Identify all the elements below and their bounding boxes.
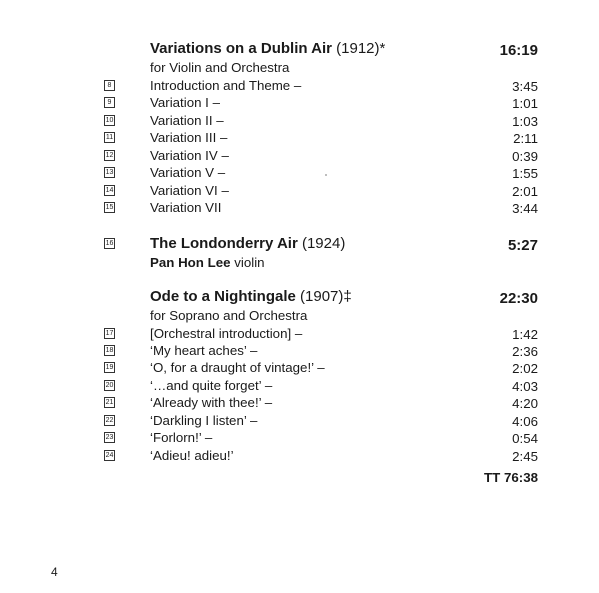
track-duration: 4:03 xyxy=(512,379,538,394)
track-duration: 2:01 xyxy=(512,184,538,199)
track-number-box: 8 xyxy=(104,80,115,91)
track-number-box: 13 xyxy=(105,169,114,176)
work-title-text: Ode to a Nightingale xyxy=(150,288,296,305)
track-duration: 2:36 xyxy=(512,344,538,359)
work-year: (1907)‡ xyxy=(300,288,352,305)
speck xyxy=(325,174,327,176)
track-duration: 4:20 xyxy=(512,396,538,411)
track-duration: 2:45 xyxy=(512,449,538,464)
track-number-box: 15 xyxy=(105,204,114,211)
track-number-box: 12 xyxy=(105,152,114,159)
track-number-box: 22 xyxy=(105,417,114,424)
work-year: (1924) xyxy=(301,235,346,252)
track-title: ‘Already with thee!’ – xyxy=(150,395,273,410)
work-title-ode-nightingale xyxy=(150,288,352,305)
track-number-box: 14 xyxy=(105,187,114,194)
track-title: ‘My heart aches’ – xyxy=(150,343,258,358)
track-duration: 3:44 xyxy=(512,201,538,216)
work-title-text: Variations on a Dublin Air xyxy=(150,40,332,57)
track-number-box: 11 xyxy=(105,134,114,141)
track-number-box: 17 xyxy=(105,330,114,337)
track-title: [Orchestral introduction] – xyxy=(150,326,303,341)
total-time: TT 76:38 xyxy=(484,470,538,485)
track-title: Variation V – xyxy=(150,165,226,180)
track-title: ‘Darkling I listen’ – xyxy=(150,413,258,428)
performer-credit xyxy=(150,255,265,270)
track-title: Introduction and Theme – xyxy=(150,78,302,93)
track-title: ‘O, for a draught of vintage!’ – xyxy=(150,360,325,375)
track-number-box: 20 xyxy=(105,382,114,389)
work-title-londonderry-air xyxy=(150,235,345,252)
track-number-box: 19 xyxy=(105,364,114,371)
track-duration: 4:06 xyxy=(512,414,538,429)
track-number-box: 10 xyxy=(105,117,114,124)
track-duration: 1:03 xyxy=(512,114,538,129)
track-title: Variation IV – xyxy=(150,148,229,163)
track-title: Variation II – xyxy=(150,113,224,128)
work-total-duration: 5:27 xyxy=(507,237,538,254)
track-number-box: 24 xyxy=(105,452,114,459)
track-duration: 0:39 xyxy=(512,149,538,164)
work-subtitle: for Soprano and Orchestra xyxy=(150,308,308,323)
track-number-box: 23 xyxy=(105,434,114,441)
track-duration: 1:42 xyxy=(512,327,538,342)
work-total-duration: 22:30 xyxy=(499,290,538,307)
track-title: ‘Adieu! adieu!’ xyxy=(150,448,234,463)
track-title: ‘…and quite forget’ – xyxy=(150,378,273,393)
track-title: Variation I – xyxy=(150,95,220,110)
work-title-text: The Londonderry Air xyxy=(150,235,298,252)
track-number-box: 16 xyxy=(105,240,114,247)
track-number-box: 18 xyxy=(105,347,114,354)
performer-instrument: violin xyxy=(234,255,265,270)
work-subtitle: for Violin and Orchestra xyxy=(150,60,290,75)
work-title-dublin-air xyxy=(150,40,385,57)
track-duration: 0:54 xyxy=(512,431,538,446)
track-title: Variation VI – xyxy=(150,183,229,198)
work-total-duration: 16:19 xyxy=(499,42,538,59)
track-duration: 1:55 xyxy=(512,166,538,181)
track-duration: 2:02 xyxy=(512,361,538,376)
performer-name: Pan Hon Lee xyxy=(150,255,231,270)
track-number-box: 9 xyxy=(104,97,115,108)
track-duration: 2:11 xyxy=(513,131,538,146)
track-number-box: 21 xyxy=(105,399,114,406)
track-duration: 1:01 xyxy=(512,96,538,111)
track-title: Variation III – xyxy=(150,130,228,145)
track-title: ‘Forlorn!’ – xyxy=(150,430,213,445)
track-title: Variation VII xyxy=(150,200,222,215)
track-duration: 3:45 xyxy=(512,79,538,94)
work-year: (1912)* xyxy=(336,40,386,57)
page-number: 4 xyxy=(51,565,58,579)
